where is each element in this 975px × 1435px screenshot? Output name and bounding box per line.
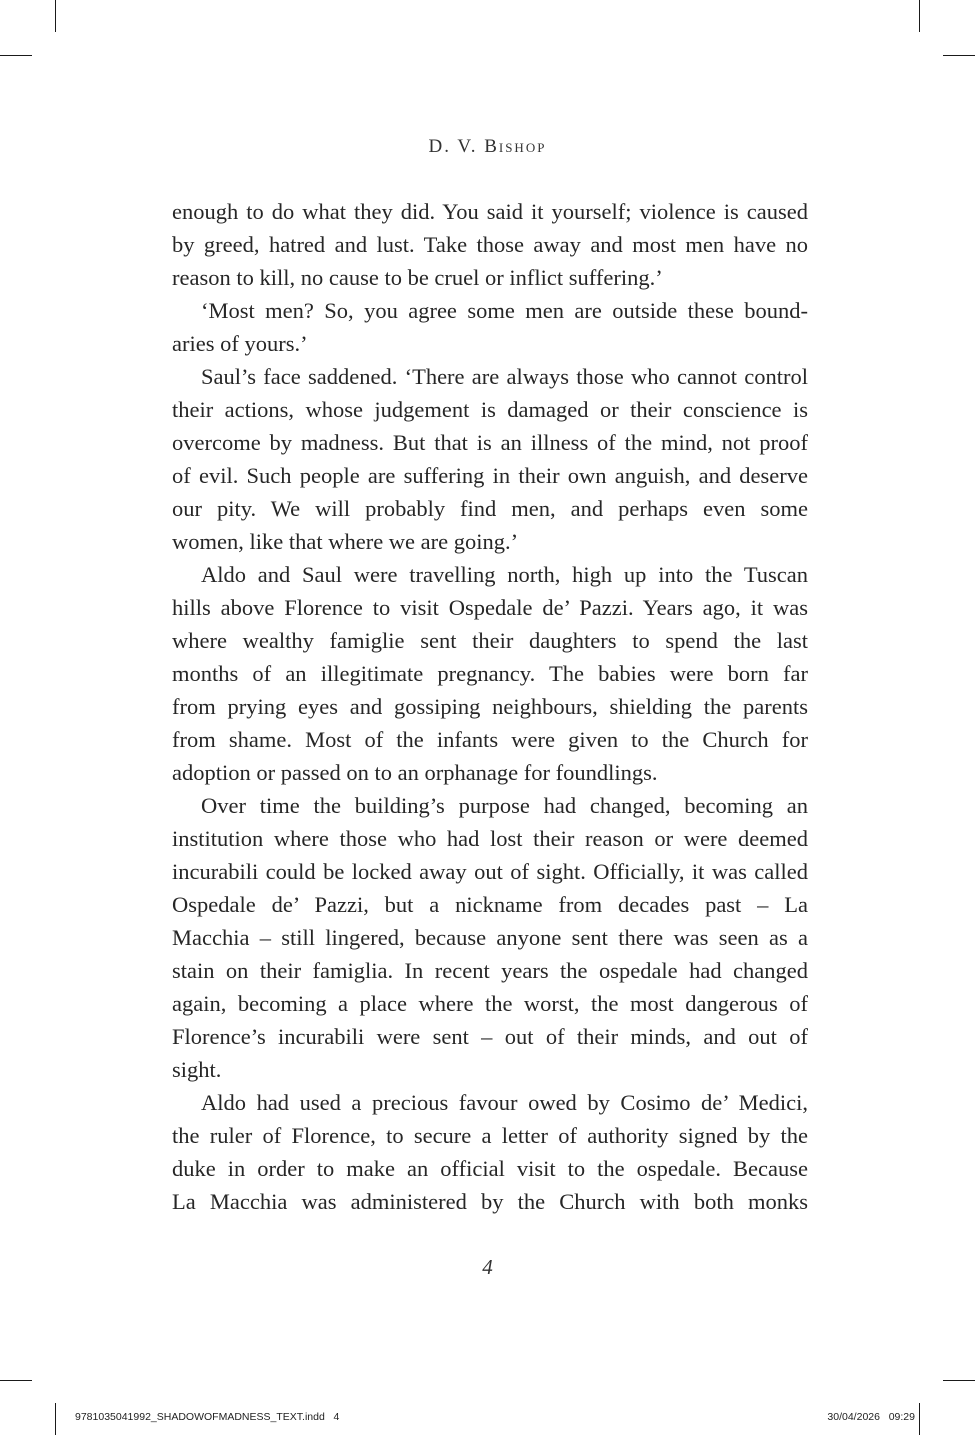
text-line: Florence’s incurabili were sent – out of their minds, and out of bbox=[172, 1024, 808, 1049]
text-line: sight. bbox=[172, 1057, 222, 1082]
text-line: from shame. Most of the infants were given to the Church for bbox=[172, 727, 808, 752]
text-line: Over time the building’s purpose had changed, becoming an bbox=[201, 793, 808, 818]
text-line: stain on their famiglia. In recent years the ospedale had changed bbox=[172, 958, 808, 983]
text-line: where wealthy famiglie sent their daughters to spend the last bbox=[172, 628, 808, 653]
text-line: reason to kill, no cause to be cruel or inflict suffering.’ bbox=[172, 265, 663, 290]
text-line: by greed, hatred and lust. Take those away and most men have no bbox=[172, 232, 808, 257]
text-line: women, like that where we are going.’ bbox=[172, 529, 519, 554]
text-line: Ospedale de’ Pazzi, but a nickname from decades past – La bbox=[172, 892, 808, 917]
text-line: Aldo had used a precious favour owed by Cosimo de’ Medici, bbox=[201, 1090, 808, 1115]
crop-mark-bottom-right bbox=[919, 1403, 920, 1435]
text-line: Saul’s face saddened. ‘There are always those who cannot control bbox=[201, 364, 808, 389]
running-header-text: D. V. Bishop bbox=[428, 136, 547, 157]
crop-mark-top-left-h bbox=[0, 55, 32, 56]
text-line: adoption or passed on to an orphanage for foundlings. bbox=[172, 760, 658, 785]
crop-mark-top-right bbox=[919, 0, 920, 32]
crop-mark-bottom-left-h bbox=[0, 1380, 32, 1381]
text-line: La Macchia was administered by the Church with both monks bbox=[172, 1189, 808, 1214]
slug-date-time: 30/04/2026 09:29 bbox=[827, 1411, 915, 1423]
text-line: of evil. Such people are suffering in their own anguish, and deserve bbox=[172, 463, 808, 488]
text-line: again, becoming a place where the worst, the most dangerous of bbox=[172, 991, 808, 1016]
text-line: aries of yours.’ bbox=[172, 331, 308, 356]
running-header bbox=[0, 136, 975, 158]
text-line: Macchia – still lingered, because anyone sent there was seen as a bbox=[172, 925, 808, 950]
crop-mark-top-left bbox=[55, 0, 56, 32]
text-line: ‘Most men? So, you agree some men are outside these bound- bbox=[201, 298, 808, 323]
text-line: duke in order to make an official visit to the ospedale. Because bbox=[172, 1156, 808, 1181]
text-line: the ruler of Florence, to secure a letter of authority signed by the bbox=[172, 1123, 808, 1148]
text-line: hills above Florence to visit Ospedale de’ Pazzi. Years ago, it was bbox=[172, 595, 808, 620]
crop-mark-bottom-left bbox=[55, 1403, 56, 1435]
slug-file-info: 9781035041992_SHADOWOFMADNESS_TEXT.indd 4 bbox=[75, 1411, 340, 1423]
text-line: incurabili could be locked away out of sight. Officially, it was called bbox=[172, 859, 808, 884]
text-line: Aldo and Saul were travelling north, high up into the Tuscan bbox=[201, 562, 808, 587]
text-line: enough to do what they did. You said it yourself; violence is caused bbox=[172, 199, 808, 224]
text-line: their actions, whose judgement is damaged or their conscience is bbox=[172, 397, 808, 422]
crop-mark-top-right-h bbox=[943, 55, 975, 56]
text-line: our pity. We will probably find men, and perhaps even some bbox=[172, 496, 808, 521]
crop-mark-bottom-right-h bbox=[943, 1380, 975, 1381]
page-number: 4 bbox=[482, 1255, 493, 1279]
text-line: from prying eyes and gossiping neighbours, shielding the parents bbox=[172, 694, 808, 719]
text-line: overcome by madness. But that is an illness of the mind, not proof bbox=[172, 430, 808, 455]
text-line: institution where those who had lost their reason or were deemed bbox=[172, 826, 808, 851]
text-line: months of an illegitimate pregnancy. The babies were born far bbox=[172, 661, 808, 686]
body-text bbox=[172, 195, 808, 1218]
